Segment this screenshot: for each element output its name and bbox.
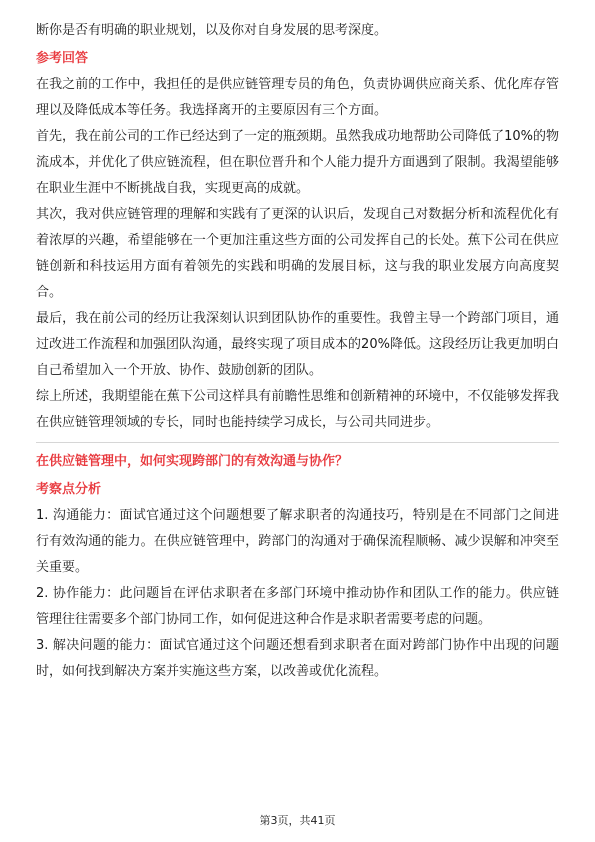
question-heading: 在供应链管理中，如何实现跨部门的有效沟通与协作？ xyxy=(36,454,349,469)
answer-paragraph: 在我之前的工作中，我担任的是供应链管理专员的角色，负责协调供应商关系、优化库存管理以及降低成本等任务。我选择离开的主要原因有三个方面。 xyxy=(36,77,559,118)
answer-paragraph: 最后，我在前公司的经历让我深刻认识到团队协作的重要性。我曾主导一个跨部门项目，通过改进工作流程和加强团队沟通，最终实现了项目成本的20%降低。这段经历让我更加明白自己希望加入一个开放、协作、鼓励创新的团队。 xyxy=(36,311,559,378)
intro-tail-text: 断你是否有明确的职业规划，以及你对自身发展的思考深度。 xyxy=(36,23,388,38)
answer-paragraph: 其次，我对供应链管理的理解和实践有了更深的认识后，发现自己对数据分析和流程优化有着浓厚的兴趣，希望能够在一个更加注重这些方面的公司发挥自己的长处。蕉下公司在供应链创新和科技运用方面有着领先的实践和明确的发展目标，这与我的职业发展方向高度契合。 xyxy=(36,207,559,300)
analysis-paragraph: 1. 沟通能力：面试官通过这个问题想要了解求职者的沟通技巧，特别是在不同部门之间进行有效沟通的能力。在供应链管理中，跨部门的沟通对于确保流程顺畅、减少误解和冲突至关重要。 xyxy=(36,508,559,575)
analysis-label: 考察点分析 xyxy=(36,482,102,497)
page-number-footer: 第3页，共41页 xyxy=(259,814,336,827)
answer-paragraph: 综上所述，我期望能在蕉下公司这样具有前瞻性思维和创新精神的环境中，不仅能够发挥我在供应链管理领域的专长，同时也能持续学习成长，与公司共同进步。 xyxy=(36,389,559,430)
answer-paragraph: 首先，我在前公司的工作已经达到了一定的瓶颈期。虽然我成功地帮助公司降低了10%的物流成本，并优化了供应链流程，但在职位晋升和个人能力提升方面遇到了限制。我渴望能够在职业生涯中不断挑战自我，实现更高的成就。 xyxy=(36,129,559,196)
answer-label: 参考回答 xyxy=(36,51,89,66)
page-content xyxy=(36,18,559,685)
analysis-paragraph: 3. 解决问题的能力：面试官通过这个问题还想看到求职者在面对跨部门协作中出现的问题时，如何找到解决方案并实施这些方案，以改善或优化流程。 xyxy=(36,638,559,679)
section-divider xyxy=(36,442,559,443)
analysis-paragraph: 2. 协作能力：此问题旨在评估求职者在多部门环境中推动协作和团队工作的能力。供应链管理往往需要多个部门协同工作，如何促进这种合作是求职者需要考虑的问题。 xyxy=(36,586,559,627)
